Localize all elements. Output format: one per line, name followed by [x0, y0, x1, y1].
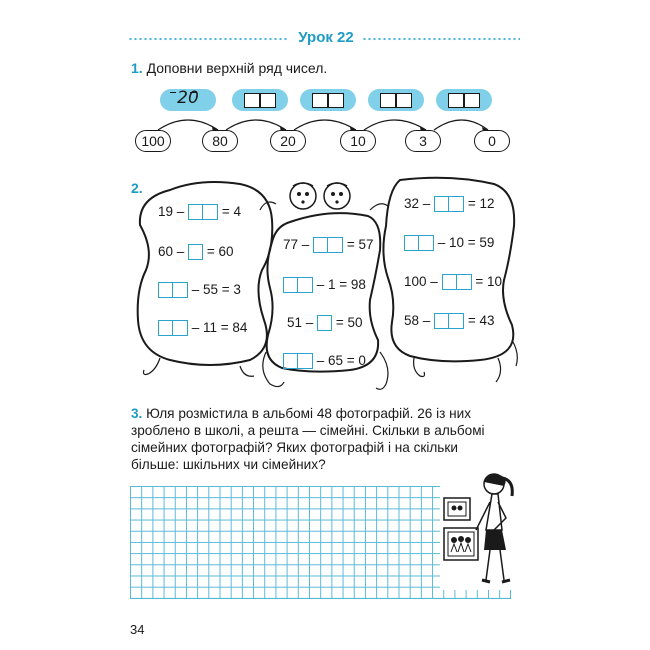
task3-text — [131, 405, 521, 473]
eq-part: 32 – — [404, 196, 431, 211]
task3-line-4: більше: шкільних чи сімейних? — [131, 457, 326, 472]
page-number: 34 — [130, 622, 145, 637]
answer-box[interactable] — [283, 277, 313, 293]
top-cell-2[interactable] — [232, 89, 288, 111]
bottom-number-3: 20 — [270, 130, 306, 152]
task2-number: 2. — [131, 180, 143, 196]
eq-part: 77 – — [283, 237, 310, 252]
top-cell-1[interactable] — [160, 89, 216, 111]
top-cell-4[interactable] — [368, 89, 424, 111]
eq-part: = 4 — [221, 204, 241, 219]
answer-box[interactable] — [434, 196, 464, 212]
digit-box[interactable] — [464, 93, 480, 108]
digit-box[interactable] — [312, 93, 328, 108]
task3-line-2: зроблено в школі, а решта — сімейні. Скільки в альбомі — [131, 423, 485, 438]
eq-part: = 12 — [467, 196, 495, 211]
eq-part: 100 – — [404, 274, 438, 289]
task3-line-3: сімейних фотографій? Яких фотографій і на скільки — [131, 440, 458, 455]
task1-heading — [131, 60, 327, 76]
eq-part: = 10 — [475, 274, 502, 289]
answer-box[interactable] — [158, 282, 188, 298]
answer-box[interactable] — [313, 237, 343, 253]
eq-part: 19 – — [158, 204, 185, 219]
bottom-number-5: 3 — [405, 130, 441, 152]
bottom-number-6: 0 — [474, 130, 510, 152]
equation-middle-2 — [283, 276, 366, 294]
eq-part: – 1 = 98 — [316, 277, 366, 292]
task1-text: Доповни верхній ряд чисел. — [146, 60, 328, 76]
answer-box[interactable] — [442, 274, 472, 290]
equation-right-3 — [404, 273, 502, 291]
top-cell-5[interactable] — [436, 89, 492, 111]
eq-part: 51 – — [287, 315, 314, 330]
answer-box[interactable] — [188, 204, 218, 220]
task1-number: 1. — [131, 60, 143, 76]
digit-box[interactable] — [396, 93, 412, 108]
top-cell-3[interactable] — [300, 89, 356, 111]
equation-left-3 — [158, 281, 241, 299]
digit-box[interactable] — [260, 93, 276, 108]
digit-box[interactable] — [244, 93, 260, 108]
connector-arcs — [130, 112, 510, 136]
digit-box[interactable] — [448, 93, 464, 108]
eq-part: – 10 = 59 — [437, 235, 495, 250]
equation-right-1 — [404, 195, 494, 213]
eq-part: = 43 — [467, 313, 495, 328]
eq-part: 58 – — [404, 313, 431, 328]
equation-left-1 — [158, 203, 241, 221]
digit-box[interactable] — [328, 93, 344, 108]
top-cell-1-value: 20 — [177, 88, 199, 108]
eq-part: 60 – — [158, 244, 185, 259]
answer-box[interactable] — [317, 315, 332, 331]
header-dots-right — [362, 37, 520, 41]
bottom-number-1: 100 — [135, 130, 171, 152]
equation-right-2 — [404, 234, 494, 252]
equation-middle-4 — [283, 352, 366, 370]
lesson-title: Урок 22 — [298, 29, 354, 46]
task3-line-1-text: Юля розмістила в альбомі 48 фотографій. 26 із них — [146, 406, 472, 421]
answer-box[interactable] — [158, 320, 188, 336]
answer-box[interactable] — [188, 244, 203, 260]
eq-part: = 50 — [335, 315, 363, 330]
answer-box[interactable] — [434, 313, 464, 329]
eq-part: – 11 = 84 — [191, 320, 248, 335]
task3-number: 3. — [131, 406, 143, 421]
eq-part: = 57 — [346, 237, 374, 252]
equation-left-4 — [158, 319, 247, 337]
eq-part: = 60 — [206, 244, 234, 259]
lesson-header — [128, 28, 520, 48]
equation-left-2 — [158, 243, 233, 261]
bottom-number-2: 80 — [202, 130, 238, 152]
equation-middle-1 — [283, 236, 373, 254]
eq-part: – 55 = 3 — [191, 282, 241, 297]
answer-box[interactable] — [404, 235, 434, 251]
equation-middle-3 — [287, 314, 362, 332]
cartoon-faces-icon — [285, 178, 365, 218]
girl-with-photos-icon — [440, 468, 520, 590]
task3-line-1 — [131, 405, 521, 422]
answer-box[interactable] — [283, 353, 313, 369]
digit-box[interactable] — [380, 93, 396, 108]
header-dots-left — [128, 37, 288, 41]
bottom-number-4: 10 — [340, 130, 376, 152]
eq-part: – 65 = 0 — [316, 353, 366, 368]
equation-right-4 — [404, 312, 494, 330]
